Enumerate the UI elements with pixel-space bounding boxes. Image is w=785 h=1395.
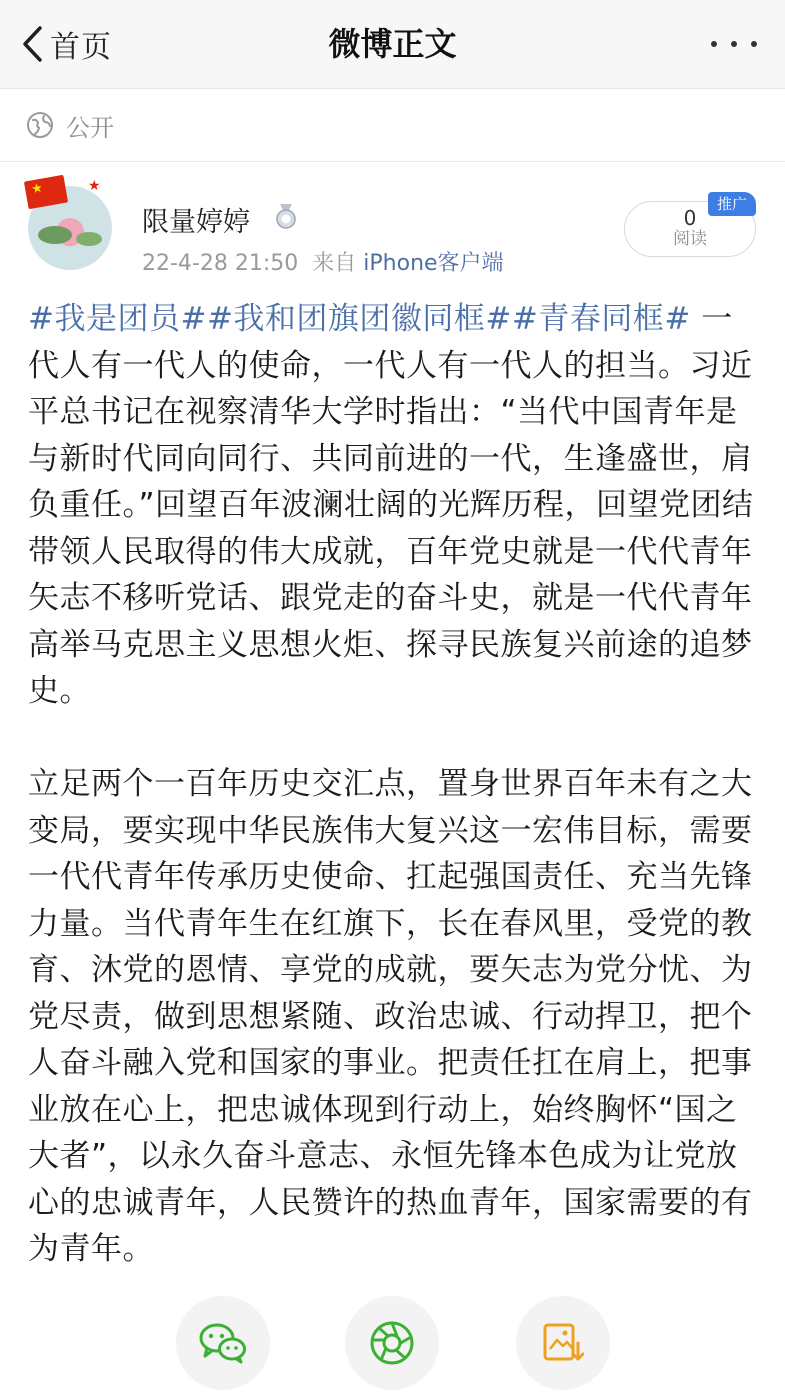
more-dot-icon — [751, 41, 757, 47]
star-icon: ★ — [30, 180, 45, 198]
source-prefix: 来自 — [312, 251, 357, 276]
more-dot-icon — [711, 41, 717, 47]
share-moments-button[interactable] — [345, 1296, 439, 1390]
avatar-leaf — [76, 232, 102, 246]
chevron-left-icon — [20, 24, 44, 64]
post-paragraph: 立足两个一百年历史交汇点，置身世界百年未有之大变局，要实现中华民族伟大复兴这一宏伟目标，需要一代代青年传承历史使命、扛起强国责任、充当先锋力量。当代青年生在红旗下，长在春风里，受党的教育、沐党的恩情、享党的成就，要矢志为党分忧、为党尽责，做到思想紧随、政治忠诚、行动捍卫，把个人奋斗融入党和国家的事业。把责任扛在肩上，把事业放在心上，把忠诚体现到行动上，始终胸怀“国之大者”，以永久奋斗意志、永恒先锋本色成为让党放心的忠诚青年，人民赞许的热血青年，国家需要的有为青年。 — [28, 766, 753, 1267]
post-meta — [142, 246, 504, 277]
top-nav-bar — [0, 0, 785, 89]
back-button[interactable] — [20, 22, 112, 66]
share-wechat-button[interactable] — [176, 1296, 270, 1390]
paragraph-gap — [28, 715, 758, 762]
medal-icon[interactable] — [274, 202, 298, 230]
back-label: 首页 — [50, 30, 112, 65]
share-actions — [0, 1296, 785, 1395]
read-label: 阅读 — [673, 229, 707, 249]
moments-icon — [369, 1320, 415, 1366]
promote-badge[interactable]: 推广 — [708, 192, 756, 216]
small-flag-icon: ★ — [88, 178, 101, 194]
post-time: 22-4-28 21:50 — [142, 251, 299, 276]
read-count: 0 — [683, 206, 697, 230]
post-body — [28, 296, 758, 1273]
source-link[interactable]: iPhone客户端 — [363, 251, 504, 276]
hashtag-link[interactable]: #我是团员# — [28, 301, 207, 337]
page-title: 微博正文 — [328, 25, 457, 63]
save-image-icon — [542, 1321, 584, 1365]
more-options-button[interactable] — [711, 38, 757, 50]
hashtag-link[interactable]: #我和团旗团徽同框# — [206, 301, 512, 337]
hashtag-link[interactable]: #青春同框# — [511, 301, 691, 337]
avatar-leaf — [38, 226, 72, 244]
author-name[interactable]: 限量婷婷 — [142, 207, 250, 238]
visibility-label: 公开 — [66, 113, 114, 142]
wechat-icon — [198, 1322, 248, 1364]
visibility-bar — [0, 89, 785, 162]
more-dot-icon — [731, 41, 737, 47]
globe-icon — [26, 111, 54, 139]
post-text: 一代人有一代人的使命，一代人有一代人的担当。习近平总书记在视察清华大学时指出：“当代中国青年是与新时代同向同行、共同前进的一代，生逢盛世，肩负重任。”回望百年波澜壮阔的光辉历程，回望党团结带领人民取得的伟大成就，百年党史就是一代代青年矢志不移听党话、跟党走的奋斗史，就是一代代青年高举马克思主义思想火炬、探寻民族复兴前途的追梦史。 — [28, 301, 754, 709]
post-paragraph — [28, 296, 758, 715]
save-image-button[interactable] — [516, 1296, 610, 1390]
